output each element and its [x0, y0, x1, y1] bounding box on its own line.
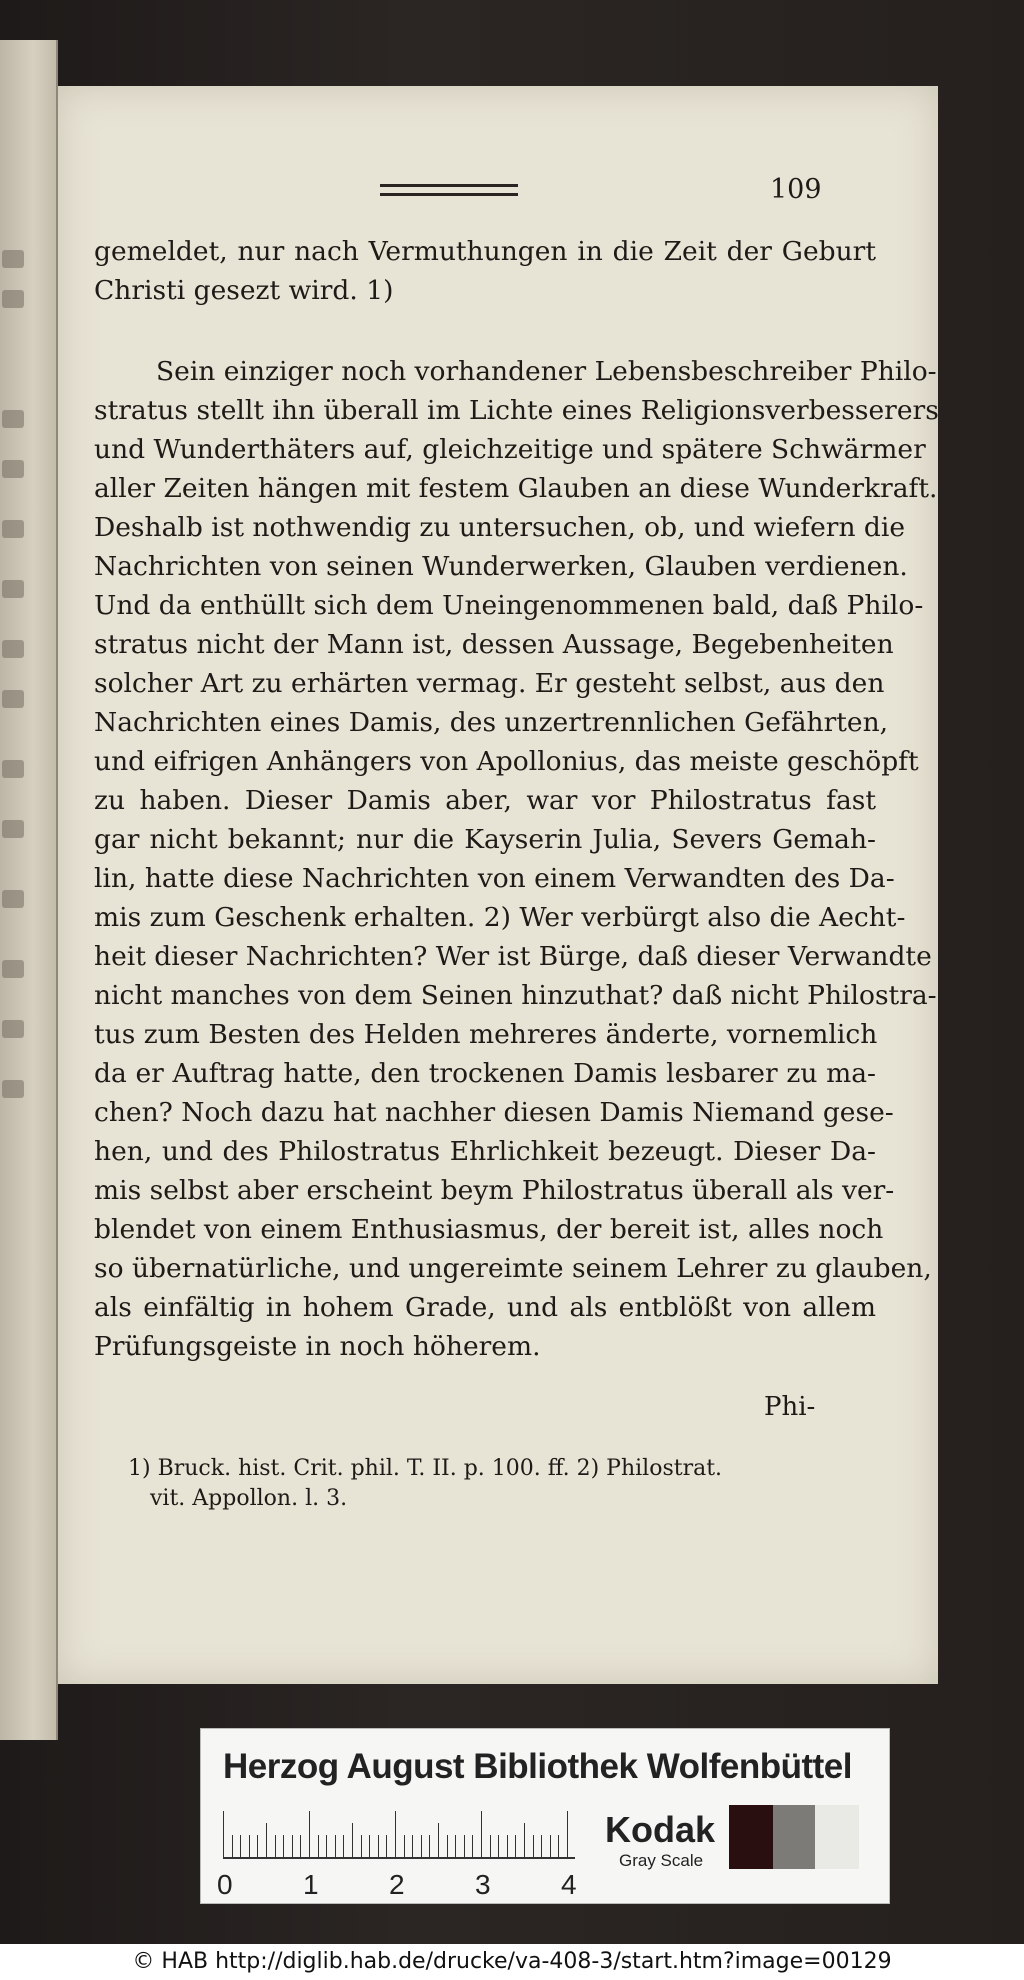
text-line: stratus stellt ihn überall im Lichte eines Religionsverbesserers: [94, 395, 939, 426]
gray-scale-label: Gray Scale: [619, 1851, 704, 1870]
ruler-tick: [507, 1835, 508, 1857]
ruler-tick: [421, 1835, 422, 1857]
ruler-tick: [309, 1811, 310, 1857]
ruler-tick: [266, 1823, 267, 1857]
ruler-tick: [464, 1835, 465, 1857]
ruler-tick: [232, 1835, 233, 1857]
gray-swatch-light: [815, 1805, 859, 1869]
text-line: stratus nicht der Mann ist, dessen Aussage, Begebenheiten: [94, 629, 894, 660]
text-line: hen, und des Philostratus Ehrlichkeit bezeugt. Dieser Da-: [94, 1136, 876, 1167]
ruler-tick: [404, 1835, 405, 1857]
ruler-tick: [395, 1811, 396, 1857]
ruler-tick: [490, 1835, 491, 1857]
scale-ruler: [223, 1809, 575, 1859]
catchword: Phi-: [764, 1392, 816, 1422]
ruler-tick: [541, 1835, 542, 1857]
ruler-tick: [240, 1835, 241, 1857]
text-line: aller Zeiten hängen mit festem Glauben an diese Wunderkraft.: [94, 473, 938, 504]
text-line: chen? Noch dazu hat nachher diesen Damis Niemand gese-: [94, 1097, 894, 1128]
ruler-tick: [550, 1835, 551, 1857]
text-line: Deshalb ist nothwendig zu untersuchen, ob, und wiefern die: [94, 512, 906, 543]
text-line: Christi gesezt wird. 1): [94, 275, 394, 306]
ruler-tick: [343, 1835, 344, 1857]
text-line: als einfältig in hohem Grade, und als entblößt von allem: [94, 1292, 876, 1323]
header-rule: [380, 184, 518, 196]
text-line: lin, hatte diese Nachrichten von einem Verwandten des Da-: [94, 863, 895, 894]
ruler-tick: [275, 1835, 276, 1857]
ruler-tick: [429, 1835, 430, 1857]
text-line: Sein einziger noch vorhandener Lebensbeschreiber Philo-: [156, 356, 937, 387]
ruler-number: 4: [561, 1869, 577, 1900]
ruler-tick: [412, 1835, 413, 1857]
text-line: gar nicht bekannt; nur die Kayserin Julia, Severs Gemah-: [94, 824, 876, 855]
ruler-tick: [223, 1811, 224, 1857]
ruler-tick: [300, 1835, 301, 1857]
text-line: Und da enthüllt sich dem Uneingenommenen bald, daß Philo-: [94, 590, 924, 621]
gray-swatch-mid: [773, 1805, 815, 1869]
library-name: Herzog August Bibliothek Wolfenbüttel: [223, 1747, 852, 1786]
text-line: Nachrichten eines Damis, des unzertrennlichen Gefährten,: [94, 707, 889, 738]
text-line: tus zum Besten des Helden mehreres änderte, vornemlich: [94, 1019, 878, 1050]
ruler-number: 3: [475, 1869, 491, 1900]
book-page: [58, 86, 938, 1684]
ruler-tick: [283, 1835, 284, 1857]
ruler-tick: [369, 1835, 370, 1857]
ruler-tick: [318, 1835, 319, 1857]
ruler-tick: [438, 1823, 439, 1857]
ruler-tick: [447, 1835, 448, 1857]
ruler-tick: [515, 1835, 516, 1857]
ruler-tick: [498, 1835, 499, 1857]
ruler-number: 0: [217, 1869, 233, 1900]
ruler-tick: [378, 1835, 379, 1857]
footnote: 1) Bruck. hist. Crit. phil. T. II. p. 100. ff. 2) Philostrat.: [128, 1456, 723, 1481]
ruler-tick: [567, 1811, 568, 1857]
ruler-tick: [257, 1835, 258, 1857]
text-line: blendet von einem Enthusiasmus, der bereit ist, alles noch: [94, 1214, 884, 1245]
ruler-tick: [533, 1835, 534, 1857]
ruler-tick: [249, 1835, 250, 1857]
text-line: nicht manches von dem Seinen hinzuthat? daß nicht Philostra-: [94, 980, 937, 1011]
text-line: heit dieser Nachrichten? Wer ist Bürge, daß dieser Verwandte: [94, 941, 932, 972]
text-line: mis zum Geschenk erhalten. 2) Wer verbürgt also die Aecht-: [94, 902, 906, 933]
color-calibration-bar: [200, 1728, 890, 1904]
copyright-footer: © HAB http://diglib.hab.de/drucke/va-408-3/start.htm?image=00129: [0, 1944, 1024, 1980]
ruler-tick: [558, 1835, 559, 1857]
ruler-tick: [326, 1835, 327, 1857]
text-line: und eifrigen Anhängers von Apollonius, das meiste geschöpft: [94, 746, 919, 777]
text-line: da er Auftrag hatte, den trockenen Damis lesbarer zu ma-: [94, 1058, 876, 1089]
kodak-logo: Kodak: [605, 1809, 716, 1850]
ruler-tick: [352, 1823, 353, 1857]
gray-swatch-dark: [729, 1805, 773, 1869]
ruler-tick: [386, 1835, 387, 1857]
text-line: zu haben. Dieser Damis aber, war vor Philostratus fast: [94, 785, 876, 816]
text-line: so übernatürliche, und ungereimte seinem Lehrer zu glauben,: [94, 1253, 932, 1284]
text-line: Prüfungsgeiste in noch höherem.: [94, 1331, 541, 1362]
ruler-tick: [481, 1811, 482, 1857]
ruler-tick: [524, 1823, 525, 1857]
facing-page-edge: [0, 40, 58, 1740]
text-line: und Wunderthäters auf, gleichzeitige und spätere Schwärmer: [94, 434, 926, 465]
ruler-tick: [472, 1835, 473, 1857]
page-number: 109: [770, 174, 822, 205]
text-line: gemeldet, nur nach Vermuthungen in die Zeit der Geburt: [94, 236, 876, 267]
ruler-number: 1: [303, 1869, 319, 1900]
ruler-tick: [335, 1835, 336, 1857]
ruler-tick: [455, 1835, 456, 1857]
text-line: Nachrichten von seinen Wunderwerken, Glauben verdienen.: [94, 551, 908, 582]
footnote: vit. Appollon. l. 3.: [150, 1486, 348, 1511]
ruler-number: 2: [389, 1869, 405, 1900]
ruler-tick: [361, 1835, 362, 1857]
text-line: solcher Art zu erhärten vermag. Er gesteht selbst, aus den: [94, 668, 885, 699]
text-line: mis selbst aber erscheint beym Philostratus überall als ver-: [94, 1175, 895, 1206]
ruler-tick: [292, 1835, 293, 1857]
